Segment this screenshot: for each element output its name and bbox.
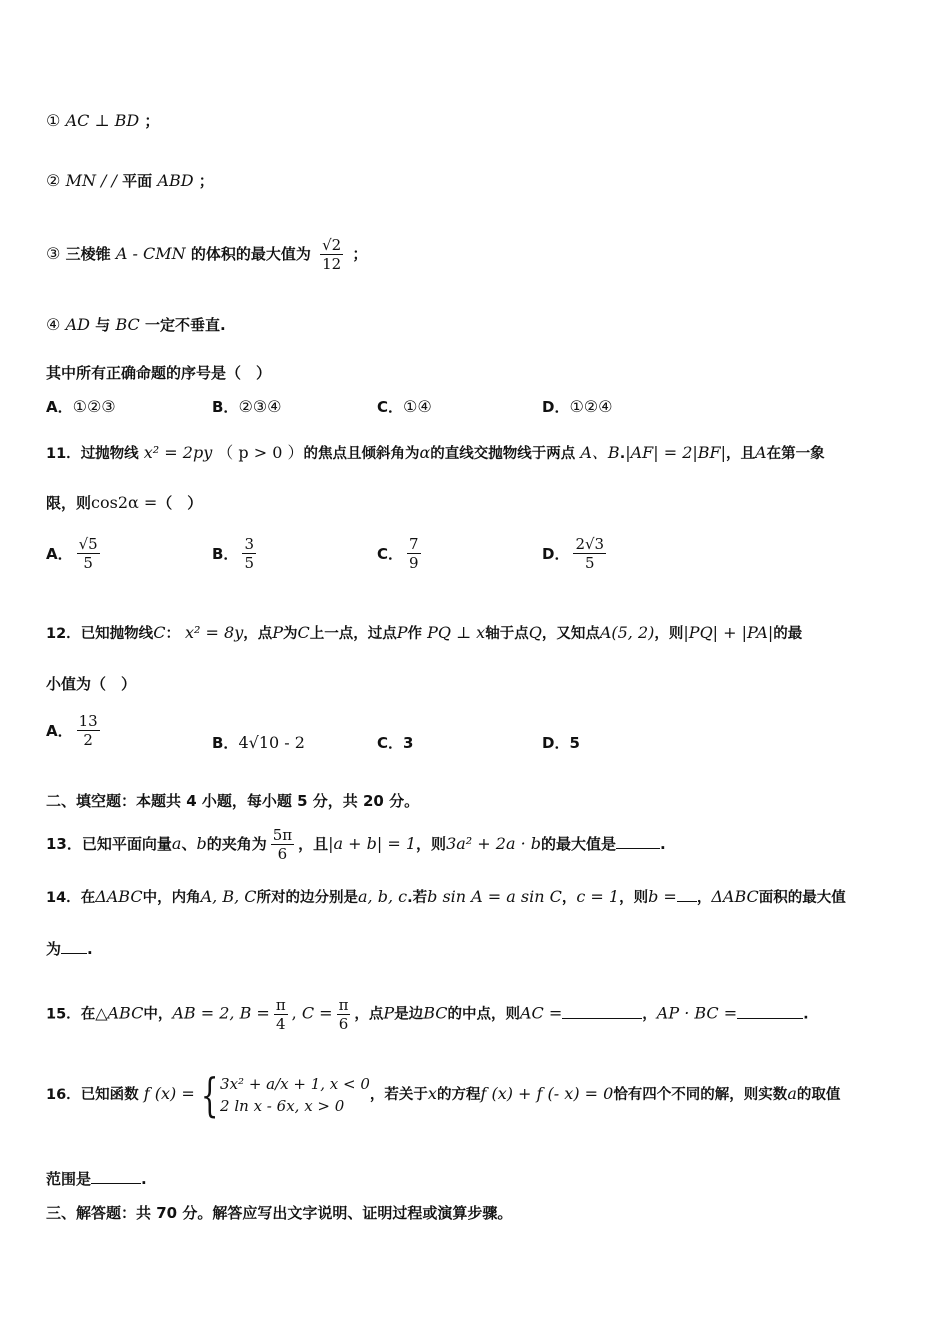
text: 已知函数 bbox=[80, 1087, 139, 1103]
question-13 bbox=[46, 826, 910, 863]
math-expr: PQ ⊥ x bbox=[427, 623, 486, 642]
question-number: 14． bbox=[46, 890, 81, 906]
option-value: ②③④ bbox=[238, 397, 282, 416]
numerator: 3 bbox=[244, 535, 254, 553]
question-15 bbox=[46, 996, 910, 1033]
math-expr: C = bbox=[301, 1003, 333, 1023]
text: 在 bbox=[80, 890, 96, 906]
question-14-line-1 bbox=[46, 886, 910, 909]
left-brace: { bbox=[200, 1068, 219, 1122]
text: 上一点，过点 bbox=[309, 626, 397, 642]
math-expr: ΔABC bbox=[95, 887, 143, 906]
fraction bbox=[77, 535, 100, 572]
option-c[interactable] bbox=[377, 396, 432, 417]
option-d[interactable] bbox=[542, 535, 610, 572]
option-label: A． bbox=[46, 722, 73, 740]
answer-blank[interactable] bbox=[737, 1004, 803, 1019]
text: 在 bbox=[80, 1006, 96, 1023]
option-b[interactable] bbox=[212, 535, 260, 572]
denominator: 2 bbox=[83, 731, 93, 749]
text: 的最 bbox=[773, 626, 803, 642]
text: 的取值 bbox=[796, 1087, 841, 1103]
question-14-line-2 bbox=[46, 938, 910, 960]
text: ： bbox=[165, 626, 180, 642]
math-expr: Q bbox=[528, 623, 542, 642]
text: ， bbox=[561, 890, 577, 906]
text: ， bbox=[696, 890, 712, 906]
text: 所对的边分别是 bbox=[256, 890, 358, 906]
option-c[interactable] bbox=[377, 535, 425, 572]
text: 的夹角为 bbox=[206, 835, 267, 853]
question-number: 12． bbox=[46, 626, 81, 642]
text: 限，则 bbox=[46, 494, 92, 512]
math-expr: A(5, 2) bbox=[599, 623, 655, 642]
piecewise-cases bbox=[220, 1073, 370, 1117]
statement-3 bbox=[46, 236, 910, 273]
question-number: 11． bbox=[46, 446, 81, 462]
math-expr: P bbox=[272, 623, 283, 642]
punct: ； bbox=[352, 245, 368, 263]
text: 范围是 bbox=[46, 1170, 92, 1188]
math-expr: x² = 2py bbox=[143, 443, 213, 462]
option-b[interactable] bbox=[212, 396, 281, 417]
option-label: A． bbox=[46, 545, 73, 563]
question-11-line-1: 11．过抛物线 x² = 2py （ p > 0 ）的焦点且倾斜角为α的直线交抛物线于两点 A、B.|AF| = 2|BF|，且A在第一象 bbox=[46, 443, 825, 462]
math-expr: b = bbox=[648, 887, 677, 906]
question-10-prompt: 其中所有正确命题的序号是（ ） bbox=[46, 364, 272, 382]
fraction bbox=[274, 996, 288, 1033]
math-expr: b bbox=[196, 834, 207, 853]
text: 的直线交抛物线于两点 bbox=[430, 446, 576, 462]
fraction bbox=[337, 996, 351, 1033]
text: 一定不垂直. bbox=[144, 316, 226, 334]
text: 与 bbox=[95, 316, 111, 334]
text: ，点 bbox=[354, 1006, 384, 1023]
option-label: B． bbox=[212, 734, 239, 752]
math-expr: cos2α = bbox=[91, 493, 158, 512]
numerator: 2√3 bbox=[575, 535, 605, 553]
text: 在第一象 bbox=[766, 446, 825, 462]
option-label: D． bbox=[542, 545, 570, 563]
math-expr: C bbox=[153, 623, 166, 642]
case-1: 3x² + a/x + 1, x < 0 bbox=[220, 1075, 370, 1093]
option-value: 5 bbox=[569, 734, 580, 752]
math-expr: BC bbox=[115, 315, 140, 334]
text: ，又知点 bbox=[541, 626, 600, 642]
fraction bbox=[271, 826, 294, 863]
question-12-line-2: 小值为（ ） bbox=[46, 675, 137, 693]
fraction bbox=[320, 236, 343, 273]
math-expr: AD bbox=[65, 315, 90, 334]
fraction bbox=[242, 535, 256, 572]
option-value: ①②④ bbox=[569, 397, 613, 416]
text: 的体积的最大值为 bbox=[190, 245, 311, 263]
statement-4 bbox=[46, 314, 910, 336]
denominator: 5 bbox=[585, 554, 595, 572]
text: 面积的最大值 bbox=[758, 890, 846, 906]
numerator: 13 bbox=[78, 712, 98, 730]
numerator: π bbox=[275, 996, 286, 1014]
text: ，且 bbox=[726, 446, 756, 462]
denominator: 12 bbox=[322, 255, 342, 273]
text: ，则 bbox=[416, 835, 447, 853]
denominator: 6 bbox=[277, 845, 288, 863]
answer-blank[interactable] bbox=[677, 887, 697, 902]
numerator: 5π bbox=[272, 826, 293, 844]
text: 作 bbox=[407, 626, 423, 642]
punct: . bbox=[803, 1006, 809, 1023]
punct: . bbox=[660, 835, 666, 853]
section-3-heading: 三、解答题：共 70 分。解答应写出文字说明、证明过程或演算步骤。 bbox=[46, 1204, 513, 1222]
math-expr: B = bbox=[239, 1003, 270, 1023]
text: 三棱锥 bbox=[65, 245, 111, 263]
math-expr: P bbox=[396, 623, 408, 642]
math-expr: A - CMN bbox=[115, 244, 186, 263]
text: （ ） bbox=[157, 494, 203, 512]
text: ，点 bbox=[243, 626, 273, 642]
math-expr: |AF| = 2|BF| bbox=[625, 443, 727, 462]
math-expr: α bbox=[419, 443, 431, 462]
math-expr: AC ⊥ BD bbox=[65, 111, 140, 130]
option-label: C． bbox=[377, 398, 404, 416]
question-16-line-2 bbox=[46, 1168, 910, 1190]
statement-1 bbox=[46, 110, 910, 132]
math-expr: C bbox=[297, 623, 310, 642]
text: ， bbox=[642, 1006, 657, 1023]
text: 为 bbox=[46, 940, 62, 958]
math-expr: AB = 2, bbox=[172, 1003, 235, 1023]
question-11-line-2 bbox=[46, 492, 910, 514]
option-a[interactable] bbox=[46, 535, 104, 572]
question-number: 15． bbox=[46, 1006, 81, 1023]
option-a[interactable] bbox=[46, 396, 116, 417]
answer-blank[interactable] bbox=[616, 834, 660, 849]
answer-blank[interactable] bbox=[91, 1169, 141, 1184]
fraction bbox=[573, 535, 606, 572]
text: .若 bbox=[407, 890, 428, 906]
denominator: 5 bbox=[244, 554, 254, 572]
math-expr: ΔABC bbox=[711, 887, 759, 906]
denominator: 6 bbox=[338, 1015, 349, 1033]
option-c[interactable] bbox=[377, 732, 413, 753]
option-b[interactable] bbox=[212, 732, 305, 753]
statement-marker: ④ bbox=[46, 315, 61, 334]
math-expr: AC = bbox=[519, 1003, 563, 1023]
text: 的焦点且倾斜角为 bbox=[303, 446, 420, 462]
punct: , bbox=[291, 1003, 297, 1023]
text: 已知平面向量 bbox=[81, 835, 172, 853]
statement-2 bbox=[46, 170, 910, 192]
text: 、 bbox=[181, 835, 197, 853]
section-2-heading: 二、填空题：本题共 4 小题，每小题 5 分，共 20 分。 bbox=[46, 792, 420, 810]
text: ，则 bbox=[619, 890, 649, 906]
text: 平面 bbox=[122, 172, 153, 190]
option-value: ①②③ bbox=[72, 397, 116, 416]
math-expr: f (x) = bbox=[143, 1084, 195, 1103]
numerator: √2 bbox=[322, 236, 342, 254]
option-label: B． bbox=[212, 545, 239, 563]
statement-marker: ① bbox=[46, 111, 61, 130]
option-value: 3 bbox=[403, 734, 414, 752]
math-expr: A, B, C bbox=[200, 887, 257, 906]
option-a[interactable] bbox=[46, 712, 104, 749]
question-12-line-1 bbox=[46, 622, 910, 645]
text: 轴于点 bbox=[485, 626, 529, 642]
math-expr: ABD bbox=[157, 171, 194, 190]
text: 为 bbox=[283, 626, 298, 642]
text: 已知抛物线 bbox=[80, 626, 154, 642]
math-expr: c = 1 bbox=[576, 887, 620, 906]
text: 中， bbox=[143, 1006, 173, 1023]
denominator: 9 bbox=[409, 554, 419, 572]
answer-blank[interactable] bbox=[562, 1004, 642, 1019]
text: 的最大值是 bbox=[541, 835, 617, 853]
math-expr: P bbox=[383, 1003, 395, 1023]
math-expr: A、B bbox=[580, 443, 620, 462]
text: 的方程 bbox=[436, 1087, 481, 1103]
math-expr: f (x) + f (- x) = 0 bbox=[480, 1084, 614, 1103]
math-expr: a, b, c bbox=[358, 887, 408, 906]
fraction bbox=[77, 712, 100, 749]
statement-marker: ③ bbox=[46, 244, 61, 263]
math-expr: （ p > 0 ） bbox=[217, 443, 304, 462]
option-label: C． bbox=[377, 545, 404, 563]
text: 的中点，则 bbox=[447, 1006, 520, 1023]
text: 恰有四个不同的解，则实数 bbox=[613, 1087, 788, 1103]
denominator: 5 bbox=[83, 554, 93, 572]
numerator: 7 bbox=[409, 535, 419, 553]
math-expr: x bbox=[427, 1084, 437, 1103]
fraction bbox=[407, 535, 421, 572]
option-value: ①④ bbox=[403, 397, 432, 416]
text: 过抛物线 bbox=[80, 446, 139, 462]
text: ，则 bbox=[654, 626, 684, 642]
math-expr: b sin A = a sin C bbox=[427, 887, 562, 906]
question-16-line-1 bbox=[46, 1066, 910, 1122]
numerator: π bbox=[338, 996, 349, 1014]
text: 是边 bbox=[394, 1006, 424, 1023]
option-label: D． bbox=[542, 398, 570, 416]
math-expr: |PQ| + |PA| bbox=[683, 623, 774, 642]
math-expr: 3a² + 2a · b bbox=[446, 834, 541, 853]
option-label: C． bbox=[377, 734, 404, 752]
denominator: 4 bbox=[275, 1015, 286, 1033]
punct: ； bbox=[144, 112, 160, 130]
option-label: D． bbox=[542, 734, 570, 752]
case-2: 2 ln x - 6x, x > 0 bbox=[220, 1097, 345, 1115]
math-expr: |a + b| = 1 bbox=[328, 834, 417, 853]
punct: . bbox=[87, 940, 93, 958]
answer-blank[interactable] bbox=[61, 939, 87, 954]
statement-marker: ② bbox=[46, 171, 61, 190]
text: ，若关于 bbox=[369, 1087, 428, 1103]
punct: ； bbox=[198, 172, 214, 190]
math-expr: △ABC bbox=[95, 1003, 144, 1023]
math-expr: MN / / bbox=[65, 171, 117, 190]
math-expr: A bbox=[755, 443, 767, 462]
text: ，且 bbox=[298, 835, 329, 853]
option-d[interactable] bbox=[542, 732, 580, 753]
math-expr: BC bbox=[423, 1003, 448, 1023]
numerator: √5 bbox=[78, 535, 98, 553]
option-label: B． bbox=[212, 398, 239, 416]
option-label: A． bbox=[46, 398, 73, 416]
option-d[interactable] bbox=[542, 396, 612, 417]
question-number: 16． bbox=[46, 1087, 81, 1103]
option-value: 4√10 - 2 bbox=[238, 733, 305, 752]
text: 中，内角 bbox=[142, 890, 201, 906]
punct: . bbox=[141, 1170, 147, 1188]
math-expr: AP · BC = bbox=[656, 1003, 738, 1023]
question-number: 13． bbox=[46, 835, 82, 853]
math-expr: a bbox=[171, 834, 182, 853]
math-expr: a bbox=[787, 1084, 797, 1103]
math-expr: x² = 8y bbox=[185, 623, 244, 642]
